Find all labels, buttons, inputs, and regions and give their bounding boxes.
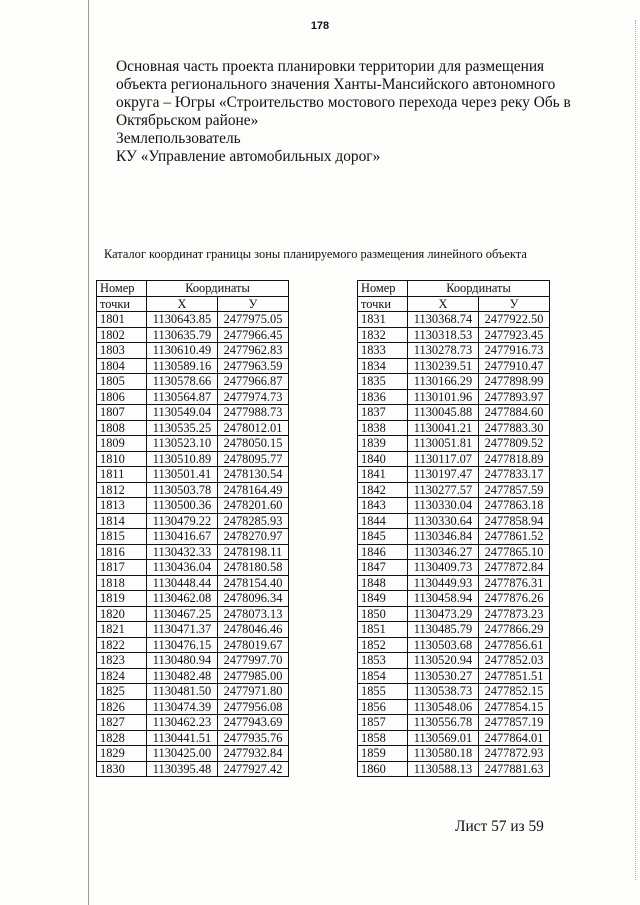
x-coordinate-cell: 1130564.87 bbox=[147, 389, 218, 405]
y-coordinate-cell: 2477971.80 bbox=[218, 684, 289, 700]
y-coordinate-cell: 2477997.70 bbox=[218, 653, 289, 669]
point-number-cell: 1854 bbox=[358, 668, 408, 684]
table-row bbox=[358, 405, 550, 421]
x-coordinate-cell: 1130318.53 bbox=[408, 327, 479, 343]
y-coordinate-cell: 2477854.15 bbox=[479, 699, 550, 715]
table-row bbox=[97, 544, 289, 560]
x-coordinate-cell: 1130409.73 bbox=[408, 560, 479, 576]
y-coordinate-cell: 2478270.97 bbox=[218, 529, 289, 545]
x-coordinate-cell: 1130368.74 bbox=[408, 312, 479, 328]
y-coordinate-cell: 2477988.73 bbox=[218, 405, 289, 421]
table-row bbox=[358, 699, 550, 715]
table-row bbox=[97, 312, 289, 328]
y-coordinate-cell: 2477974.73 bbox=[218, 389, 289, 405]
table-row bbox=[97, 436, 289, 452]
point-number-cell: 1853 bbox=[358, 653, 408, 669]
y-coordinate-cell: 2477873.23 bbox=[479, 606, 550, 622]
table-row bbox=[97, 653, 289, 669]
point-number-cell: 1828 bbox=[97, 730, 147, 746]
x-coordinate-cell: 1130482.48 bbox=[147, 668, 218, 684]
table-row bbox=[358, 358, 550, 374]
point-number-cell: 1820 bbox=[97, 606, 147, 622]
x-coordinate-cell: 1130589.16 bbox=[147, 358, 218, 374]
x-coordinate-cell: 1130432.33 bbox=[147, 544, 218, 560]
y-coordinate-cell: 2478012.01 bbox=[218, 420, 289, 436]
table-row bbox=[358, 389, 550, 405]
x-coordinate-cell: 1130501.41 bbox=[147, 467, 218, 483]
y-coordinate-cell: 2477857.59 bbox=[479, 482, 550, 498]
header-number: Номер bbox=[358, 281, 408, 297]
x-coordinate-cell: 1130449.93 bbox=[408, 575, 479, 591]
x-coordinate-cell: 1130166.29 bbox=[408, 374, 479, 390]
x-coordinate-cell: 1130479.22 bbox=[147, 513, 218, 529]
x-coordinate-cell: 1130588.13 bbox=[408, 761, 479, 777]
y-coordinate-cell: 2477856.61 bbox=[479, 637, 550, 653]
table-row bbox=[358, 343, 550, 359]
table-row bbox=[358, 591, 550, 607]
table-row bbox=[358, 761, 550, 777]
x-coordinate-cell: 1130635.79 bbox=[147, 327, 218, 343]
heading-line: КУ «Управление автомобильных дорог» bbox=[116, 148, 381, 165]
y-coordinate-cell: 2477833.17 bbox=[479, 467, 550, 483]
table-row bbox=[97, 622, 289, 638]
header-number: Номер bbox=[97, 281, 147, 297]
point-number-cell: 1809 bbox=[97, 436, 147, 452]
catalog-title: Каталог координат границы зоны планируемого размещения линейного объекта bbox=[104, 247, 527, 261]
x-coordinate-cell: 1130330.04 bbox=[408, 498, 479, 514]
y-coordinate-cell: 2477962.83 bbox=[218, 343, 289, 359]
table-body bbox=[358, 312, 550, 777]
y-coordinate-cell: 2477922.50 bbox=[479, 312, 550, 328]
point-number-cell: 1829 bbox=[97, 746, 147, 762]
table-row bbox=[97, 606, 289, 622]
y-coordinate-cell: 2477858.94 bbox=[479, 513, 550, 529]
point-number-cell: 1832 bbox=[358, 327, 408, 343]
point-number-cell: 1844 bbox=[358, 513, 408, 529]
table-row bbox=[358, 653, 550, 669]
point-number-cell: 1802 bbox=[97, 327, 147, 343]
scan-edge-specks bbox=[634, 20, 636, 880]
y-coordinate-cell: 2477861.52 bbox=[479, 529, 550, 545]
table-row bbox=[97, 684, 289, 700]
y-coordinate-cell: 2478130.54 bbox=[218, 467, 289, 483]
table-row bbox=[97, 746, 289, 762]
y-coordinate-cell: 2477883.30 bbox=[479, 420, 550, 436]
table-row bbox=[358, 668, 550, 684]
heading-line: Октябрьском районе» bbox=[116, 112, 259, 129]
y-coordinate-cell: 2478201.60 bbox=[218, 498, 289, 514]
point-number-cell: 1818 bbox=[97, 575, 147, 591]
table-row bbox=[97, 482, 289, 498]
header-point: точки bbox=[97, 296, 147, 312]
y-coordinate-cell: 2478046.46 bbox=[218, 622, 289, 638]
heading-line: округа – Югры «Строительство мостового перехода через реку Обь в bbox=[116, 94, 571, 111]
table-row bbox=[358, 575, 550, 591]
table-row bbox=[97, 513, 289, 529]
point-number-cell: 1857 bbox=[358, 715, 408, 731]
point-number-cell: 1845 bbox=[358, 529, 408, 545]
table-row bbox=[358, 746, 550, 762]
table-row bbox=[358, 622, 550, 638]
y-coordinate-cell: 2477864.01 bbox=[479, 730, 550, 746]
point-number-cell: 1842 bbox=[358, 482, 408, 498]
point-number-cell: 1860 bbox=[358, 761, 408, 777]
table-row bbox=[358, 606, 550, 622]
x-coordinate-cell: 1130548.06 bbox=[408, 699, 479, 715]
table-row bbox=[358, 312, 550, 328]
y-coordinate-cell: 2478095.77 bbox=[218, 451, 289, 467]
x-coordinate-cell: 1130538.73 bbox=[408, 684, 479, 700]
table-body bbox=[97, 312, 289, 777]
point-number-cell: 1804 bbox=[97, 358, 147, 374]
y-coordinate-cell: 2477863.18 bbox=[479, 498, 550, 514]
header-coordinates: Координаты bbox=[147, 281, 289, 297]
point-number-cell: 1826 bbox=[97, 699, 147, 715]
table-row bbox=[358, 374, 550, 390]
x-coordinate-cell: 1130476.15 bbox=[147, 637, 218, 653]
point-number-cell: 1835 bbox=[358, 374, 408, 390]
table-row bbox=[97, 637, 289, 653]
x-coordinate-cell: 1130480.94 bbox=[147, 653, 218, 669]
y-coordinate-cell: 2477872.84 bbox=[479, 560, 550, 576]
y-coordinate-cell: 2477852.03 bbox=[479, 653, 550, 669]
table-row bbox=[358, 482, 550, 498]
point-number-cell: 1819 bbox=[97, 591, 147, 607]
x-coordinate-cell: 1130346.27 bbox=[408, 544, 479, 560]
table-row bbox=[358, 730, 550, 746]
x-coordinate-cell: 1130425.00 bbox=[147, 746, 218, 762]
x-coordinate-cell: 1130346.84 bbox=[408, 529, 479, 545]
x-coordinate-cell: 1130045.88 bbox=[408, 405, 479, 421]
point-number-cell: 1815 bbox=[97, 529, 147, 545]
point-number-cell: 1825 bbox=[97, 684, 147, 700]
y-coordinate-cell: 2478198.11 bbox=[218, 544, 289, 560]
y-coordinate-cell: 2478019.67 bbox=[218, 637, 289, 653]
point-number-cell: 1834 bbox=[358, 358, 408, 374]
table-row bbox=[358, 715, 550, 731]
x-coordinate-cell: 1130197.47 bbox=[408, 467, 479, 483]
y-coordinate-cell: 2477943.69 bbox=[218, 715, 289, 731]
y-coordinate-cell: 2477923.45 bbox=[479, 327, 550, 343]
y-coordinate-cell: 2477809.52 bbox=[479, 436, 550, 452]
point-number-cell: 1831 bbox=[358, 312, 408, 328]
x-coordinate-cell: 1130474.39 bbox=[147, 699, 218, 715]
point-number-cell: 1807 bbox=[97, 405, 147, 421]
x-coordinate-cell: 1130462.08 bbox=[147, 591, 218, 607]
y-coordinate-cell: 2478285.93 bbox=[218, 513, 289, 529]
table-row bbox=[358, 560, 550, 576]
point-number-cell: 1858 bbox=[358, 730, 408, 746]
heading-line: объекта регионального значения Ханты-Мансийского автономного bbox=[116, 76, 556, 93]
point-number-cell: 1843 bbox=[358, 498, 408, 514]
point-number-cell: 1811 bbox=[97, 467, 147, 483]
table-row bbox=[97, 343, 289, 359]
point-number-cell: 1847 bbox=[358, 560, 408, 576]
point-number-cell: 1852 bbox=[358, 637, 408, 653]
x-coordinate-cell: 1130441.51 bbox=[147, 730, 218, 746]
y-coordinate-cell: 2477893.97 bbox=[479, 389, 550, 405]
x-coordinate-cell: 1130510.89 bbox=[147, 451, 218, 467]
y-coordinate-cell: 2477857.19 bbox=[479, 715, 550, 731]
table-row bbox=[358, 420, 550, 436]
table-row bbox=[358, 513, 550, 529]
point-number-cell: 1838 bbox=[358, 420, 408, 436]
point-number-cell: 1850 bbox=[358, 606, 408, 622]
table-row bbox=[97, 761, 289, 777]
point-number-cell: 1814 bbox=[97, 513, 147, 529]
x-coordinate-cell: 1130643.85 bbox=[147, 312, 218, 328]
point-number-cell: 1839 bbox=[358, 436, 408, 452]
x-coordinate-cell: 1130051.81 bbox=[408, 436, 479, 452]
x-coordinate-cell: 1130500.36 bbox=[147, 498, 218, 514]
header-x: X bbox=[408, 296, 479, 312]
y-coordinate-cell: 2478073.13 bbox=[218, 606, 289, 622]
x-coordinate-cell: 1130569.01 bbox=[408, 730, 479, 746]
x-coordinate-cell: 1130436.04 bbox=[147, 560, 218, 576]
header-y: У bbox=[479, 296, 550, 312]
x-coordinate-cell: 1130471.37 bbox=[147, 622, 218, 638]
y-coordinate-cell: 2477818.89 bbox=[479, 451, 550, 467]
point-number-cell: 1806 bbox=[97, 389, 147, 405]
y-coordinate-cell: 2477876.31 bbox=[479, 575, 550, 591]
table-row bbox=[97, 498, 289, 514]
y-coordinate-cell: 2477966.45 bbox=[218, 327, 289, 343]
point-number-cell: 1840 bbox=[358, 451, 408, 467]
x-coordinate-cell: 1130448.44 bbox=[147, 575, 218, 591]
point-number-cell: 1805 bbox=[97, 374, 147, 390]
x-coordinate-cell: 1130535.25 bbox=[147, 420, 218, 436]
x-coordinate-cell: 1130462.23 bbox=[147, 715, 218, 731]
point-number-cell: 1846 bbox=[358, 544, 408, 560]
point-number-cell: 1813 bbox=[97, 498, 147, 514]
x-coordinate-cell: 1130520.94 bbox=[408, 653, 479, 669]
y-coordinate-cell: 2477956.08 bbox=[218, 699, 289, 715]
document-heading bbox=[116, 58, 586, 166]
table-row bbox=[358, 327, 550, 343]
x-coordinate-cell: 1130101.96 bbox=[408, 389, 479, 405]
table-row bbox=[358, 498, 550, 514]
x-coordinate-cell: 1130041.21 bbox=[408, 420, 479, 436]
x-coordinate-cell: 1130458.94 bbox=[408, 591, 479, 607]
x-coordinate-cell: 1130556.78 bbox=[408, 715, 479, 731]
table-row bbox=[97, 668, 289, 684]
table-row bbox=[358, 544, 550, 560]
table-row bbox=[97, 405, 289, 421]
x-coordinate-cell: 1130330.64 bbox=[408, 513, 479, 529]
table-row bbox=[358, 684, 550, 700]
point-number-cell: 1856 bbox=[358, 699, 408, 715]
table-row bbox=[97, 529, 289, 545]
point-number-cell: 1848 bbox=[358, 575, 408, 591]
y-coordinate-cell: 2477881.63 bbox=[479, 761, 550, 777]
table-row bbox=[97, 327, 289, 343]
point-number-cell: 1823 bbox=[97, 653, 147, 669]
y-coordinate-cell: 2477872.93 bbox=[479, 746, 550, 762]
page-number: 178 bbox=[310, 20, 330, 32]
heading-line: Основная часть проекта планировки территории для размещения bbox=[116, 58, 545, 75]
y-coordinate-cell: 2477852.15 bbox=[479, 684, 550, 700]
y-coordinate-cell: 2478050.15 bbox=[218, 436, 289, 452]
point-number-cell: 1801 bbox=[97, 312, 147, 328]
x-coordinate-cell: 1130395.48 bbox=[147, 761, 218, 777]
y-coordinate-cell: 2477866.29 bbox=[479, 622, 550, 638]
coordinates-table-right bbox=[357, 280, 550, 777]
table-row bbox=[97, 699, 289, 715]
y-coordinate-cell: 2477865.10 bbox=[479, 544, 550, 560]
y-coordinate-cell: 2477876.26 bbox=[479, 591, 550, 607]
y-coordinate-cell: 2478180.58 bbox=[218, 560, 289, 576]
table-row bbox=[97, 389, 289, 405]
header-coordinates: Координаты bbox=[408, 281, 550, 297]
x-coordinate-cell: 1130416.67 bbox=[147, 529, 218, 545]
y-coordinate-cell: 2477884.60 bbox=[479, 405, 550, 421]
y-coordinate-cell: 2477927.42 bbox=[218, 761, 289, 777]
table-row bbox=[97, 715, 289, 731]
x-coordinate-cell: 1130580.18 bbox=[408, 746, 479, 762]
point-number-cell: 1837 bbox=[358, 405, 408, 421]
point-number-cell: 1822 bbox=[97, 637, 147, 653]
x-coordinate-cell: 1130239.51 bbox=[408, 358, 479, 374]
point-number-cell: 1824 bbox=[97, 668, 147, 684]
x-coordinate-cell: 1130578.66 bbox=[147, 374, 218, 390]
x-coordinate-cell: 1130277.57 bbox=[408, 482, 479, 498]
y-coordinate-cell: 2477898.99 bbox=[479, 374, 550, 390]
x-coordinate-cell: 1130481.50 bbox=[147, 684, 218, 700]
point-number-cell: 1851 bbox=[358, 622, 408, 638]
x-coordinate-cell: 1130278.73 bbox=[408, 343, 479, 359]
table-row bbox=[97, 730, 289, 746]
point-number-cell: 1827 bbox=[97, 715, 147, 731]
point-number-cell: 1812 bbox=[97, 482, 147, 498]
y-coordinate-cell: 2478164.49 bbox=[218, 482, 289, 498]
table-row bbox=[97, 420, 289, 436]
x-coordinate-cell: 1130610.49 bbox=[147, 343, 218, 359]
heading-line: Землепользователь bbox=[116, 130, 241, 147]
x-coordinate-cell: 1130117.07 bbox=[408, 451, 479, 467]
table-row bbox=[358, 529, 550, 545]
header-y: У bbox=[218, 296, 289, 312]
y-coordinate-cell: 2478154.40 bbox=[218, 575, 289, 591]
point-number-cell: 1817 bbox=[97, 560, 147, 576]
y-coordinate-cell: 2477916.73 bbox=[479, 343, 550, 359]
point-number-cell: 1859 bbox=[358, 746, 408, 762]
table-row bbox=[358, 451, 550, 467]
table-row bbox=[358, 637, 550, 653]
table-row bbox=[97, 467, 289, 483]
table-row bbox=[358, 436, 550, 452]
table-row bbox=[358, 467, 550, 483]
point-number-cell: 1803 bbox=[97, 343, 147, 359]
x-coordinate-cell: 1130503.68 bbox=[408, 637, 479, 653]
table-row bbox=[97, 358, 289, 374]
x-coordinate-cell: 1130467.25 bbox=[147, 606, 218, 622]
y-coordinate-cell: 2477935.76 bbox=[218, 730, 289, 746]
binding-margin-line bbox=[88, 0, 89, 905]
x-coordinate-cell: 1130523.10 bbox=[147, 436, 218, 452]
point-number-cell: 1855 bbox=[358, 684, 408, 700]
x-coordinate-cell: 1130473.29 bbox=[408, 606, 479, 622]
header-point: точки bbox=[358, 296, 408, 312]
point-number-cell: 1808 bbox=[97, 420, 147, 436]
point-number-cell: 1833 bbox=[358, 343, 408, 359]
y-coordinate-cell: 2477963.59 bbox=[218, 358, 289, 374]
y-coordinate-cell: 2477975.05 bbox=[218, 312, 289, 328]
table-row bbox=[97, 575, 289, 591]
y-coordinate-cell: 2477985.00 bbox=[218, 668, 289, 684]
header-x: X bbox=[147, 296, 218, 312]
point-number-cell: 1841 bbox=[358, 467, 408, 483]
y-coordinate-cell: 2477966.87 bbox=[218, 374, 289, 390]
point-number-cell: 1810 bbox=[97, 451, 147, 467]
table-row bbox=[97, 451, 289, 467]
point-number-cell: 1816 bbox=[97, 544, 147, 560]
point-number-cell: 1830 bbox=[97, 761, 147, 777]
table-row bbox=[97, 560, 289, 576]
point-number-cell: 1821 bbox=[97, 622, 147, 638]
point-number-cell: 1836 bbox=[358, 389, 408, 405]
y-coordinate-cell: 2477851.51 bbox=[479, 668, 550, 684]
y-coordinate-cell: 2477932.84 bbox=[218, 746, 289, 762]
x-coordinate-cell: 1130549.04 bbox=[147, 405, 218, 421]
table-row bbox=[97, 374, 289, 390]
x-coordinate-cell: 1130485.79 bbox=[408, 622, 479, 638]
y-coordinate-cell: 2478096.34 bbox=[218, 591, 289, 607]
point-number-cell: 1849 bbox=[358, 591, 408, 607]
table-row bbox=[97, 591, 289, 607]
x-coordinate-cell: 1130530.27 bbox=[408, 668, 479, 684]
sheet-counter: Лист 57 из 59 bbox=[455, 818, 544, 835]
coordinates-table-left bbox=[96, 280, 289, 777]
x-coordinate-cell: 1130503.78 bbox=[147, 482, 218, 498]
y-coordinate-cell: 2477910.47 bbox=[479, 358, 550, 374]
